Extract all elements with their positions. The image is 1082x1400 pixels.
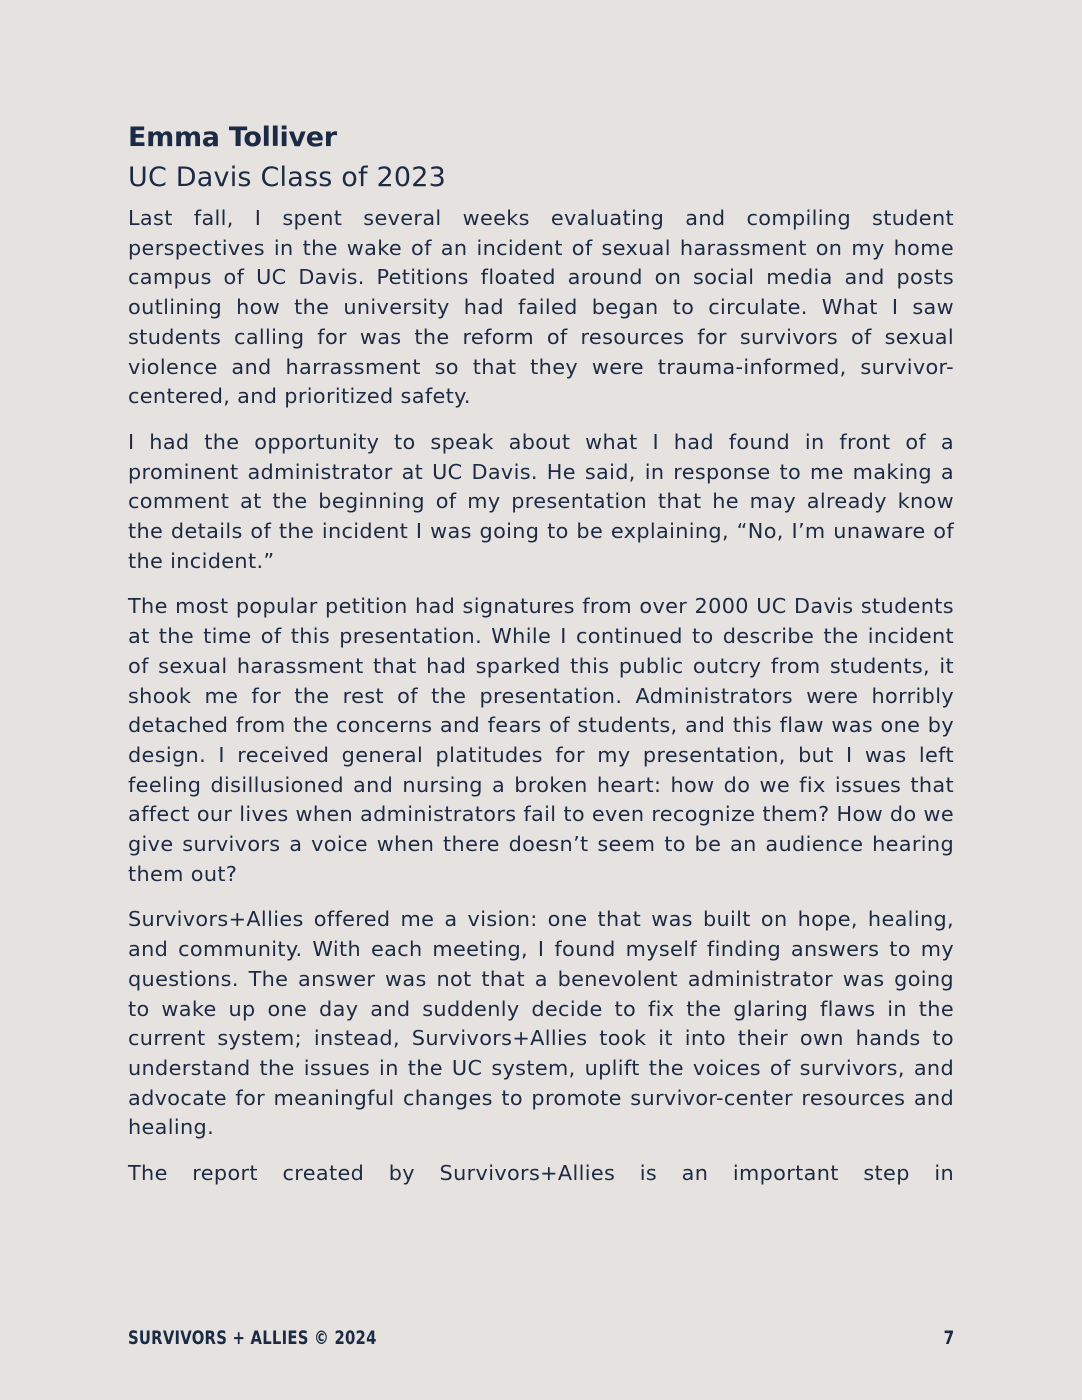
body-paragraph-1: Last fall, I spent several weeks evaluating and compiling student perspectives in the wake of an incident of sexual harassment on my home campus of UC Davis. Petitions floated around on social media and posts outlining how the university had failed began to circulate. What I saw students calling for was the reform of resources for survivors of sexual violence and harrassment so that they were trauma-informed, survivor-centered, and prioritized safety. — [128, 206, 954, 409]
footer-brand: SURVIVORS + ALLIES © 2024 — [128, 1327, 377, 1349]
page-content — [128, 118, 954, 1189]
page-footer — [128, 1322, 954, 1354]
body-paragraph-5: The report created by Survivors+Allies is an important step in — [128, 1161, 954, 1186]
page-number: 7 — [943, 1327, 954, 1349]
body-paragraph-2: I had the opportunity to speak about what I had found in front of a prominent administrator at UC Davis. He said, in response to me making a comment at the beginning of my presentation that he may already know the details of the incident I was going to be explaining, “No, I’m unaware of the incident.” — [128, 429, 954, 573]
body-paragraph-3: The most popular petition had signatures from over 2000 UC Davis students at the time of this presentation. While I continued to describe the incident of sexual harassment that had sparked this public outcry from students, it shook me for the rest of the presentation. Administrators were horribly detached from the concerns and fears of students, and this flaw was one by design. I received general platitudes for my presentation, but I was left feeling disillusioned and nursing a broken heart: how do we fix issues that affect our lives when administrators fail to even recognize them? How do we give survivors a voice when there doesn’t seem to be an audience hearing them out? — [128, 594, 954, 886]
author-affiliation: UC Davis Class of 2023 — [128, 162, 446, 193]
body-paragraph-4: Survivors+Allies offered me a vision: one that was built on hope, healing, and community. With each meeting, I found myself finding answers to my questions. The answer was not that a benevolent administrator was going to wake up one day and suddenly decide to fix the glaring flaws in the current system; instead, Survivors+Allies took it into their own hands to understand the issues in the UC system, uplift the voices of survivors, and advocate for meaningful changes to promote survivor-center resources and healing. — [128, 907, 954, 1140]
author-name: Emma Tolliver — [128, 122, 337, 153]
